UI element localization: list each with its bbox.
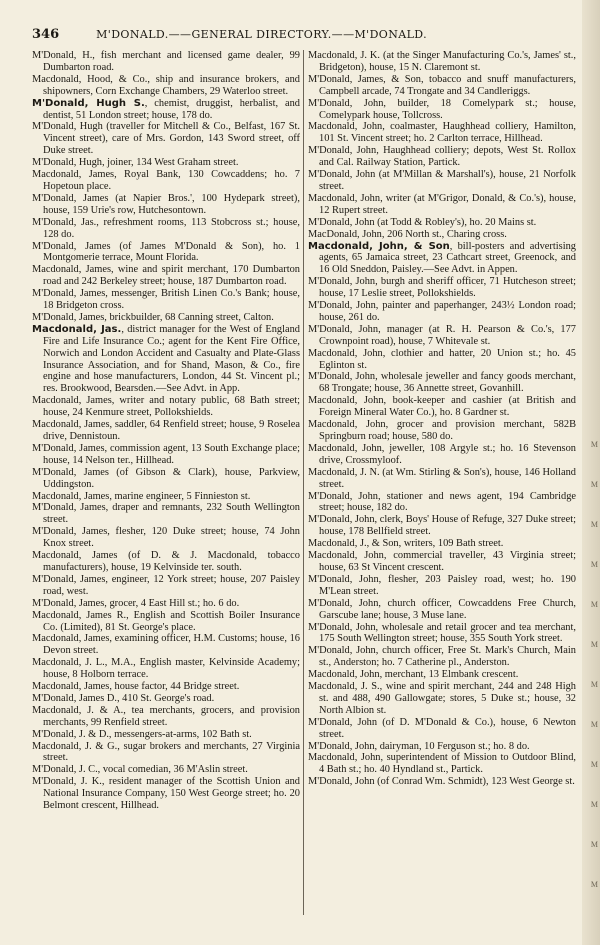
edge-glyph: M xyxy=(590,520,598,529)
directory-entry: Macdonald, James, saddler, 64 Renfield street; house, 9 Roselea drive, Dennistoun. xyxy=(32,419,300,442)
directory-entry: M'Donald, John (of D. M'Donald & Co.), house, 6 Newton street. xyxy=(308,716,576,740)
directory-entry: M'Donald, James, commission agent, 13 South Exchange place; house, 14 Nelson ter., Hillhead. xyxy=(32,442,300,466)
directory-entry: Macdonald, John, merchant, 13 Elmbank crescent. xyxy=(308,669,519,681)
directory-entry: M'Donald, Hugh S., chemist, druggist, herbalist, and dentist, 51 London street; house, 178 do. xyxy=(32,97,300,121)
directory-entry: M'Donald, John, church officer, Cowcaddens Free Church, Garscube lane; house, 3 Muse lane. xyxy=(308,597,576,621)
directory-entry: M'Donald, James (of James M'Donald & Son), ho. 1 Montgomerie terrace, Mount Florida. xyxy=(32,240,300,264)
edge-glyph: M xyxy=(590,440,598,449)
directory-entry: M'Donald, John, clerk, Boys' House of Refuge, 327 Duke street; house, 178 Bellfield street. xyxy=(308,514,576,538)
directory-columns xyxy=(32,50,592,930)
directory-entry: Macdonald, John, book-keeper and cashier (at British and Foreign Mineral Water Co.), ho. 8 Gardner st. xyxy=(308,395,576,419)
directory-entry: M'Donald, James, messenger, British Linen Co.'s Bank; house, 18 Bridgeton cross. xyxy=(32,288,300,312)
page-number: 346 xyxy=(32,26,60,42)
directory-entry: M'Donald, John, church officer, Free St. Mark's Church, Main st., Anderston; ho. 7 Catherine pl., Anderston. xyxy=(308,645,576,669)
directory-entry: M'Donald, John (at Todd & Robley's), ho. 20 Mains st. xyxy=(308,216,537,228)
directory-entry: Macdonald, J. & A., tea merchants, grocers, and provision merchants, 99 Renfield street. xyxy=(32,704,300,728)
edge-glyph: M xyxy=(590,640,598,649)
directory-entry: M'Donald, John, manager (at R. H. Pearson & Co.'s, 177 Crownpoint road), house, 7 Whitevale st. xyxy=(308,323,576,347)
directory-entry: M'Donald, Jas., refreshment rooms, 113 Stobcross st.; house, 128 do. xyxy=(32,216,300,240)
directory-entry: M'Donald, James, grocer, 4 East Hill st.; ho. 6 do. xyxy=(32,597,240,609)
directory-entry: Macdonald, John, coalmaster, Haughhead colliery, Hamilton, 101 St. Vincent street; ho. 2 Carlton terrace, Hillhead. xyxy=(308,121,576,145)
edge-glyph: M xyxy=(590,680,598,689)
directory-entry: Macdonald, John, superintendent of Mission to Outdoor Blind, 4 Bath st.; ho. 40 Hyndland st., Partick. xyxy=(308,752,576,776)
running-title: M'DONALD.——GENERAL DIRECTORY.——M'DONALD. xyxy=(96,27,427,41)
directory-entry: Macdonald, J. L., M.A., English master, Kelvinside Academy; house, 8 Holborn terrace. xyxy=(32,657,300,681)
directory-entry: Macdonald, J., & Son, writers, 109 Bath street. xyxy=(308,538,504,550)
directory-entry: M'Donald, James (of Gibson & Clark), house, Parkview, Uddingston. xyxy=(32,466,300,490)
directory-entry: M'Donald, J. C., vocal comedian, 36 M'Aslin street. xyxy=(32,764,248,776)
directory-entry: Macdonald, John, commercial traveller, 43 Virginia street; house, 63 St Vincent crescent. xyxy=(308,550,576,573)
column-divider xyxy=(303,50,304,915)
directory-entry: M'Donald, John, dairyman, 10 Ferguson st.; ho. 8 do. xyxy=(308,740,530,752)
edge-glyph: M xyxy=(590,720,598,729)
directory-entry: Macdonald, James (of D. & J. Macdonald, tobacco manufacturers), house, 19 Kelvinside ter. south. xyxy=(32,550,300,573)
left-column xyxy=(32,50,300,812)
directory-entry: Macdonald, James R., English and Scottish Boiler Insurance Co. (Limited), 81 St. George's place. xyxy=(32,609,300,633)
page-header xyxy=(32,26,484,42)
directory-entry: M'Donald, James, engineer, 12 York street; house, 207 Paisley road, west. xyxy=(32,573,300,597)
directory-entry: Macdonald, J. S., wine and spirit merchant, 244 and 248 High st. and 488, 490 Gallowgate; stores, 5 Duke st.; house, 32 North Albion st. xyxy=(308,681,576,716)
directory-entry: Macdonald, James, Royal Bank, 130 Cowcaddens; ho. 7 Hopetoun place. xyxy=(32,169,300,192)
directory-entry: Macdonald, James, writer and notary public, 68 Bath street; house, 24 Kenmure street, Pollokshields. xyxy=(32,395,300,419)
edge-glyph: M xyxy=(590,880,598,889)
directory-entry: Macdonald, John, & Son, bill-posters and advertising agents, 65 Jamaica street, 23 Cathcart street, Greenock, and 16 Old Sneddon, Paisley.—See Advt. in Appen. xyxy=(308,240,576,276)
directory-entry: M'Donald, J. K., resident manager of the Scottish Union and National Insurance Company, 150 West George street; ho. 20 Belmont crescent, Hillhead. xyxy=(32,776,300,812)
directory-entry: Macdonald, James, house factor, 44 Bridge street. xyxy=(32,681,240,693)
directory-entry: Macdonald, James, marine engineer, 5 Finnieston st. xyxy=(32,490,251,502)
directory-entry: M'Donald, James, draper and remnants, 232 South Wellington street. xyxy=(32,502,300,526)
directory-entry: M'Donald, John, stationer and news agent, 194 Cambridge street; house, 182 do. xyxy=(308,490,576,514)
directory-entry: M'Donald, John (of Conrad Wm. Schmidt), 123 West George st. xyxy=(308,776,575,788)
directory-entry: M'Donald, John, painter and paperhanger, 243½ London road; house, 261 do. xyxy=(308,300,576,323)
directory-entry: M'Donald, James, flesher, 120 Duke street; house, 74 John Knox street. xyxy=(32,526,300,550)
right-column xyxy=(308,50,576,788)
directory-entry: M'Donald, John, builder, 18 Comelypark st.; house, Comelypark house, Tollcross. xyxy=(308,97,576,121)
directory-entry: M'Donald, James D., 410 St. George's road. xyxy=(32,692,215,704)
edge-glyph: M xyxy=(590,840,598,849)
directory-entry: M'Donald, Hugh (traveller for Mitchell & Co., Belfast, 167 St. Vincent street), care of Mrs. Gordon, 143 Sword street, off Duke street. xyxy=(32,121,300,157)
edge-glyph: M xyxy=(590,800,598,809)
edge-glyph: M xyxy=(590,760,598,769)
directory-entry: M'Donald, J. & D., messengers-at-arms, 102 Bath st. xyxy=(32,728,252,740)
directory-entry: Macdonald, Hood, & Co., ship and insurance brokers, and shipowners, Corn Exchange Chambers, 29 Waterloo street. xyxy=(32,73,300,97)
directory-entry: M'Donald, James, & Son, tobacco and snuff manufacturers, Campbell arcade, 74 Trongate and 34 Candleriggs. xyxy=(308,73,576,97)
directory-entry: M'Donald, John, Haughhead colliery; depots, West St. Rollox and Cal. Railway Station, Partick. xyxy=(308,145,576,169)
directory-entry: M'Donald, H., fish merchant and licensed game dealer, 99 Dumbarton road. xyxy=(32,50,300,73)
directory-entry: M'Donald, John, flesher, 203 Paisley road, west; ho. 190 M'Lean street. xyxy=(308,573,576,597)
directory-entry: Macdonald, John, writer (at M'Grigor, Donald, & Co.'s), house, 12 Rupert street. xyxy=(308,192,576,216)
directory-entry: M'Donald, John, burgh and sheriff officer, 71 Hutcheson street; house, 17 Leslie street, Pollokshields. xyxy=(308,276,576,300)
directory-entry: Macdonald, John, clothier and hatter, 20 Union st.; ho. 45 Eglinton st. xyxy=(308,347,576,371)
directory-entry: Macdonald, J. N. (at Wm. Stirling & Son's), house, 146 Holland street. xyxy=(308,466,576,490)
directory-entry: Macdonald, J. & G., sugar brokers and merchants, 27 Virginia street. xyxy=(32,740,300,764)
directory-entry: MacDonald, John, 206 North st., Charing cross. xyxy=(308,228,507,240)
directory-entry: M'Donald, Hugh, joiner, 134 West Graham street. xyxy=(32,157,239,169)
directory-entry: M'Donald, John, wholesale jeweller and fancy goods merchant, 68 Trongate; house, 36 Annette street, Govanhill. xyxy=(308,371,576,395)
directory-entry: Macdonald, John, jeweller, 108 Argyle st.; ho. 16 Stevenson drive, Crossmyloof. xyxy=(308,442,576,466)
directory-entry: Macdonald, Jas., district manager for the West of England Fire and Life Insurance Co.; agent for the Kent Fire Office, Norwich and London Accident and Casualty and Plate-Glass Insurance Association, and for Shand, Mason, & Co., fire engine and hose manufacturers, London, 44 St. Vincent pl.; res. Brookwood, Bearsden.—See Advt. in App. xyxy=(32,323,300,395)
directory-entry: M'Donald, James (at Napier Bros.', 100 Hydepark street), house, 159 Urie's row, Hutchesontown. xyxy=(32,192,300,216)
facing-page-edge xyxy=(582,0,600,945)
edge-glyph: M xyxy=(590,600,598,609)
edge-glyph: M xyxy=(590,480,598,489)
directory-entry: Macdonald, J. K. (at the Singer Manufacturing Co.'s, James' st., Bridgeton), house, 15 N. Claremont st. xyxy=(308,50,576,73)
directory-entry: M'Donald, John (at M'Millan & Marshall's), house, 21 Norfolk street. xyxy=(308,169,576,192)
directory-entry: Macdonald, James, examining officer, H.M. Customs; house, 16 Devon street. xyxy=(32,633,300,657)
edge-glyph: M xyxy=(590,560,598,569)
directory-entry: M'Donald, James, brickbuilder, 68 Canning street, Calton. xyxy=(32,311,274,323)
directory-entry: M'Donald, John, wholesale and retail grocer and tea merchant, 175 South Wellington street; house, 355 South York street. xyxy=(308,621,576,645)
directory-entry: Macdonald, James, wine and spirit merchant, 170 Dumbarton road and 242 Berkeley street; house, 187 Dumbarton road. xyxy=(32,264,300,288)
directory-entry: Macdonald, John, grocer and provision merchant, 582B Springburn road; house, 580 do. xyxy=(308,419,576,442)
